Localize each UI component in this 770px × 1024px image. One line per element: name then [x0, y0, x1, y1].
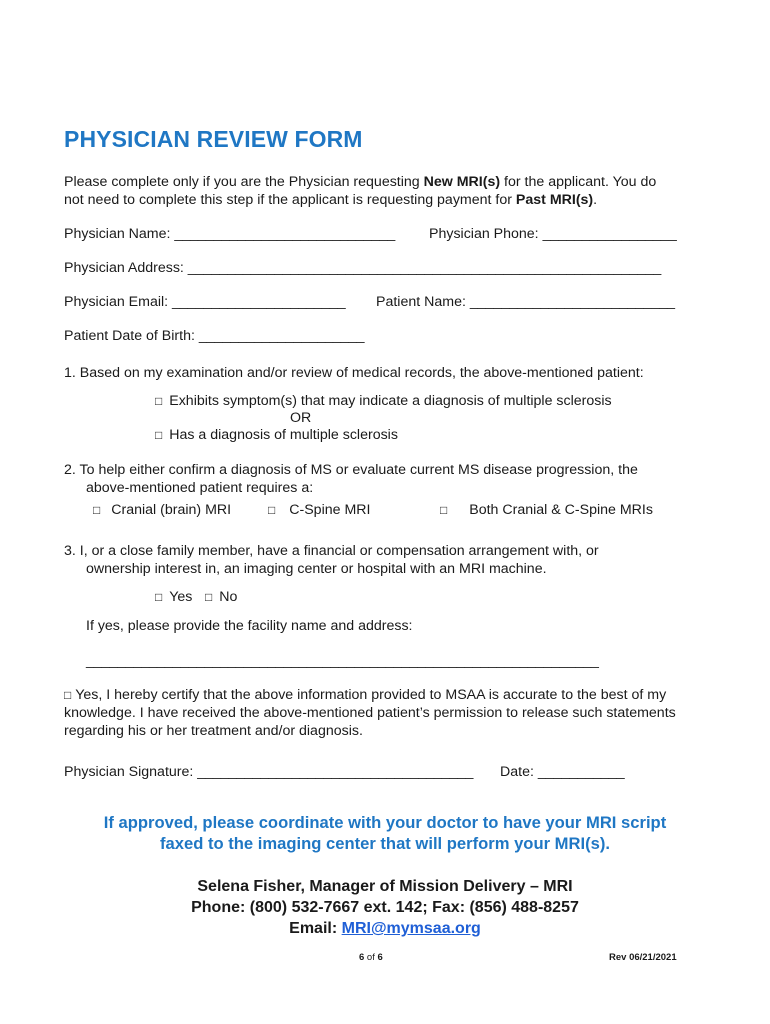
approved-note-line-1: If approved, please coordinate with your doctor to have your MRI script — [103, 813, 667, 832]
page-total: 6 — [377, 952, 383, 963]
physician-name-field[interactable]: Physician Name: ____________________________ — [64, 226, 396, 242]
certify-line-3: regarding his or her treatment and/or diagnosis. — [64, 723, 363, 739]
intro-bold-past-mri: Past MRI(s) — [515, 192, 594, 208]
facility-address-field[interactable]: _________________________________________________________________ — [86, 653, 599, 669]
intro-text: for the applicant. You do — [500, 174, 657, 190]
contact-phone: Phone: (800) 532-7667 ext. 142; Fax: (856) 488-8257 — [191, 899, 579, 916]
contact-email-link[interactable]: MRI@mymsaa.org — [341, 920, 481, 937]
intro-bold-new-mri: New MRI(s) — [423, 174, 501, 190]
q2-option-both-label: Both Cranial & C-Spine MRIs — [469, 502, 653, 518]
certify-line-1[interactable] — [64, 686, 666, 704]
physician-email-field[interactable]: Physician Email: ______________________ — [64, 294, 346, 310]
form-title: PHYSICIAN REVIEW FORM — [64, 126, 363, 152]
contact-name: Selena Fisher, Manager of Mission Delivery – MRI — [197, 878, 573, 895]
question-3-line-1: 3. I, or a close family member, have a financial or compensation arrangement with, or — [64, 543, 599, 559]
page-of: of — [364, 952, 378, 963]
question-2-line-2: above-mentioned patient requires a: — [86, 480, 314, 496]
intro-text: not need to complete this step if the applicant is requesting payment for — [64, 192, 516, 208]
question-3-line-2: ownership interest in, an imaging center or hospital with an MRI machine. — [86, 561, 547, 577]
checkbox-icon[interactable]: □ — [155, 394, 163, 408]
q2-option-both[interactable] — [440, 501, 653, 519]
approved-note-line-2: faxed to the imaging center that will perform your MRI(s). — [160, 834, 610, 853]
q1-option-diagnosis[interactable] — [155, 426, 398, 444]
question-2-line-1: 2. To help either confirm a diagnosis of MS or evaluate current MS disease progression, the — [64, 462, 638, 478]
q2-option-cranial-label: Cranial (brain) MRI — [111, 502, 232, 518]
checkbox-icon[interactable]: □ — [440, 503, 448, 517]
checkbox-icon[interactable]: □ — [205, 590, 213, 604]
intro-line-1 — [64, 173, 656, 191]
checkbox-icon[interactable]: □ — [93, 503, 101, 517]
certify-text: Yes, I hereby certify that the above information provided to MSAA is accurate to the best of my — [75, 687, 667, 703]
physician-phone-field[interactable]: Physician Phone: _________________ — [429, 226, 677, 242]
q3-option-yes[interactable] — [155, 588, 192, 606]
intro-text: . — [593, 192, 598, 208]
q2-option-cspine-label: C-Spine MRI — [289, 502, 371, 518]
q1-or-label: OR — [290, 410, 312, 426]
physician-address-field[interactable]: Physician Address: ____________________________________________________________ — [64, 260, 662, 276]
physician-signature-field[interactable]: Physician Signature: ___________________________________ — [64, 764, 474, 780]
revision-date: Rev 06/21/2021 — [609, 952, 677, 963]
contact-email-label: Email: — [289, 920, 342, 937]
q1-option-diagnosis-label: Has a diagnosis of multiple sclerosis — [169, 427, 398, 443]
question-1: 1. Based on my examination and/or review of medical records, the above-mentioned patient: — [64, 365, 644, 381]
certify-line-2: knowledge. I have received the above-mentioned patient’s permission to release such statements — [64, 705, 676, 721]
q1-option-symptoms[interactable] — [155, 392, 612, 410]
page-number — [359, 952, 383, 963]
checkbox-icon[interactable]: □ — [155, 590, 163, 604]
contact-email — [0, 918, 770, 939]
patient-dob-field[interactable]: Patient Date of Birth: _____________________ — [64, 328, 365, 344]
q3-option-no-label: No — [219, 589, 238, 605]
intro-line-2 — [64, 191, 597, 209]
checkbox-icon[interactable]: □ — [64, 688, 72, 702]
signature-date-field[interactable]: Date: ___________ — [500, 764, 625, 780]
q2-option-cranial[interactable] — [93, 501, 231, 519]
checkbox-icon[interactable]: □ — [155, 428, 163, 442]
patient-name-field[interactable]: Patient Name: __________________________ — [376, 294, 675, 310]
checkbox-icon[interactable]: □ — [268, 503, 276, 517]
page-current: 6 — [359, 952, 365, 963]
q3-if-yes-prompt: If yes, please provide the facility name and address: — [86, 618, 413, 634]
q1-option-symptoms-label: Exhibits symptom(s) that may indicate a diagnosis of multiple sclerosis — [169, 393, 612, 409]
intro-text: Please complete only if you are the Physician requesting — [64, 174, 424, 190]
q3-option-no[interactable] — [205, 588, 237, 606]
q2-option-cspine[interactable] — [268, 501, 370, 519]
q3-option-yes-label: Yes — [169, 589, 193, 605]
